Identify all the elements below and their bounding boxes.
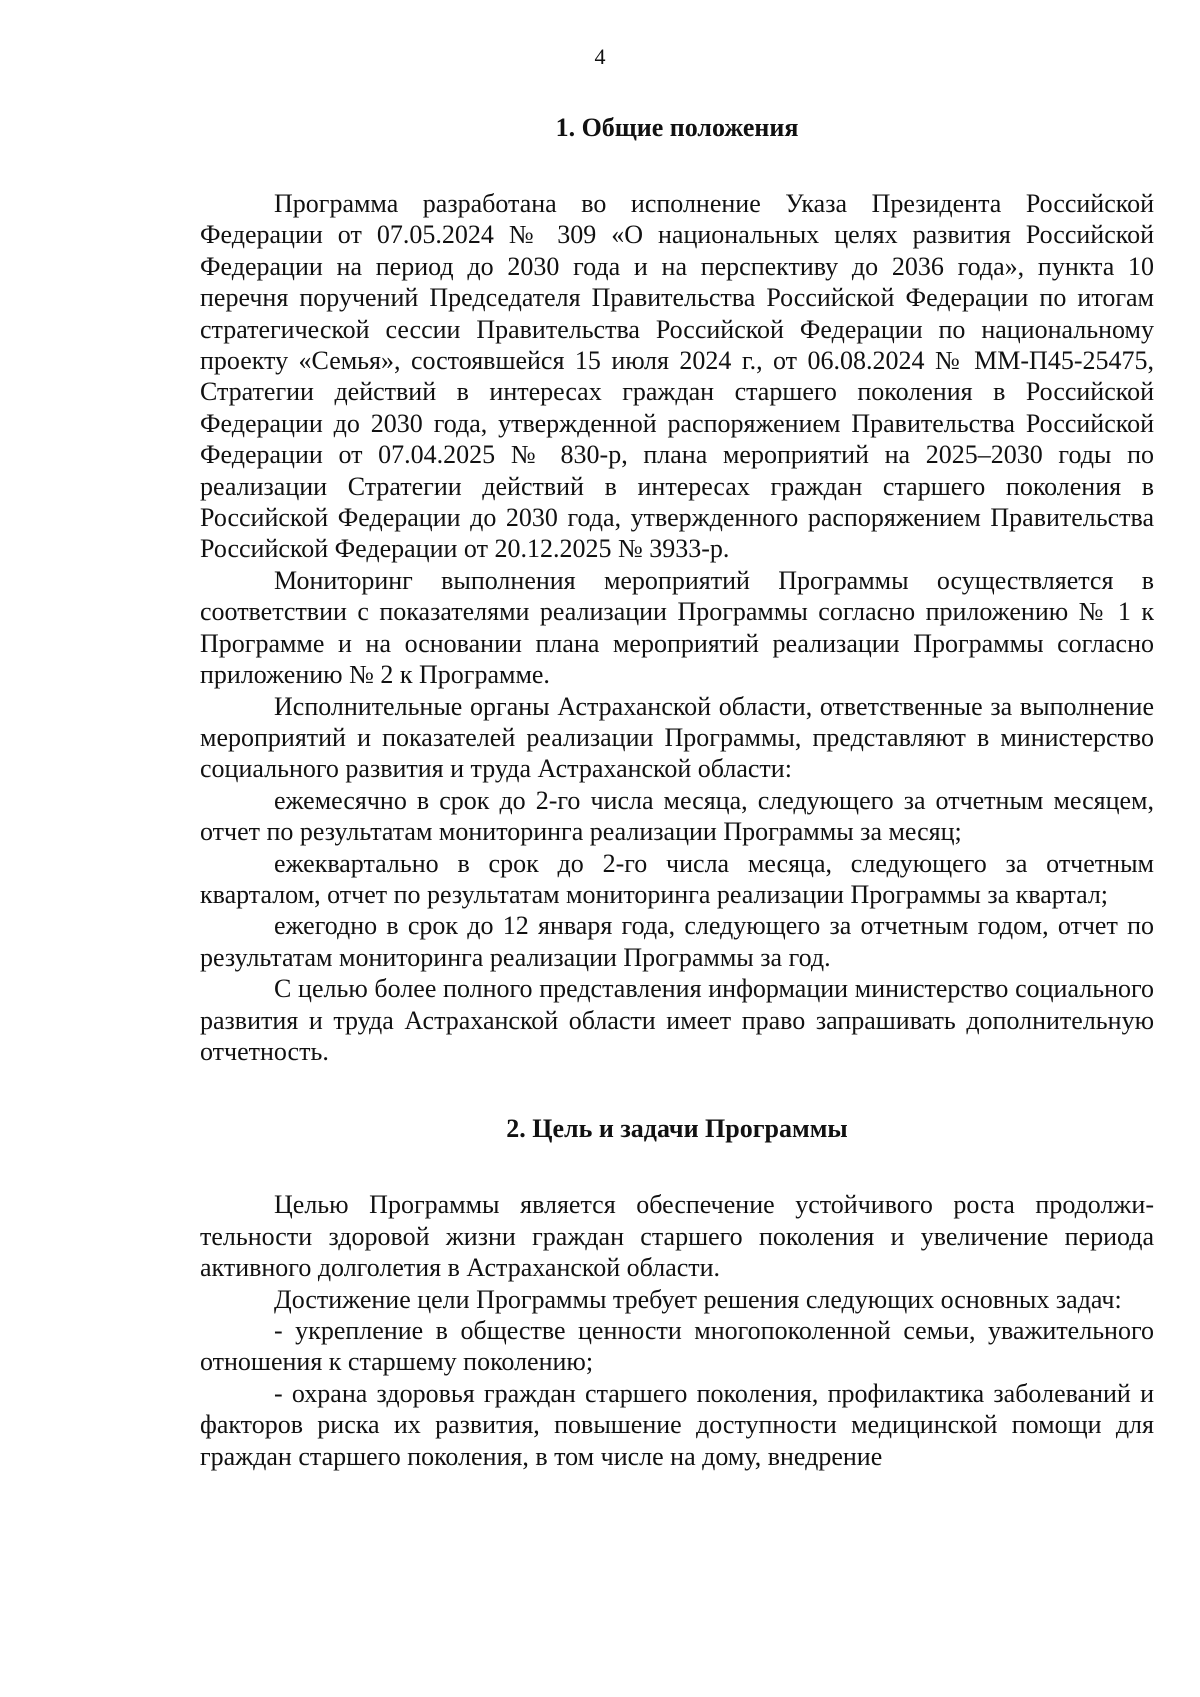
section-2-paragraph-2: Достижение цели Программы требует решения следующих основных задач: (274, 1284, 1122, 1314)
section-1-paragraph-5: ежеквартально в срок до 2-го числа месяца, следующего за отчетным кварталом, отчет по результатам мониторинга реализации Программы за квартал; (200, 848, 1154, 909)
section-1-paragraph-4: ежемесячно в срок до 2-го числа месяца, следующего за отчетным месяцем, отчет по результатам мониторинга реализации Программы за месяц; (200, 785, 1154, 847)
section-1-paragraph-7: С целью более полного представления информации министерство социального развития и труда Астраханской области имеет право запрашивать дополнительную отчетность. (200, 974, 1154, 1066)
page-number: 4 (594, 44, 606, 69)
section-1-paragraph-6: ежегодно в срок до 12 января года, следующего за отчетным годом, отчет по результатам мониторинга реализации Программы за год. (200, 911, 1154, 972)
section-2-title: 2. Цель и задачи Программы (506, 1114, 848, 1144)
section-1-paragraph-1: Программа разработана во исполнение Указа Президента Российской Федерации от 07.05.2024 № 309 «О национальных целях развития Российской Федерации на период до 2030 года и на перспективу до 2036 года», пункта 10 перечня поручений Председателя Правительства Российской Федерации по итогам стратегической сессии Правительства Российской Федерации по национальному проекту «Семья», состоявшейся 15 июля 2024 г., от 06.08.2024 № ММ-П45-25475, Стратегии действий в интересах граждан старшего поколения в Российской Федерации до 2030 года, утвержденной распоряжением Правительства Российской Федерации от 07.04.2025 № 830-р, плана мероприятий на 2025–2030 годы по реализации Стратегии действий в интересах граждан старшего поколения в Российской Федерации до 2030 года, утвержденного распоряжением Правительства Российской Федерации от 20.12.2025 № 3933-р. (200, 189, 1154, 564)
section-1-paragraph-2: Мониторинг выполнения мероприятий Программы осуществляется в соответствии с показателями реализации Программы согласно приложению № 1 к Программе и на основании плана мероприятий реализации Программы согласно приложению № 2 к Программе. (200, 565, 1154, 690)
section-1-title: 1. Общие положения (555, 113, 799, 142)
section-2-paragraph-3: - укрепление в обществе ценности многопоколенной семьи, уважительного отношения к старшему поколению; (200, 1316, 1154, 1377)
section-2-paragraph-1: Целью Программы является обеспечение устойчивого роста продолжительности здоровой жизни граждан старшего поколения и увеличение периода активного долголетия в Астраханской области. (200, 1190, 1154, 1283)
section-1-paragraph-3: Исполнительные органы Астраханской области, ответственные за выполнение мероприятий и показателей реализации Программы, представляют в министерство социального развития и труда Астраханской области: (200, 691, 1154, 784)
section-2-paragraph-4: - охрана здоровья граждан старшего поколения, профилактика заболеваний и факторов риска их развития, повышение доступности медицинской помощи для граждан старшего поколения, в том числе на дому, внедрение (200, 1378, 1154, 1471)
document-body (200, 112, 1154, 1472)
